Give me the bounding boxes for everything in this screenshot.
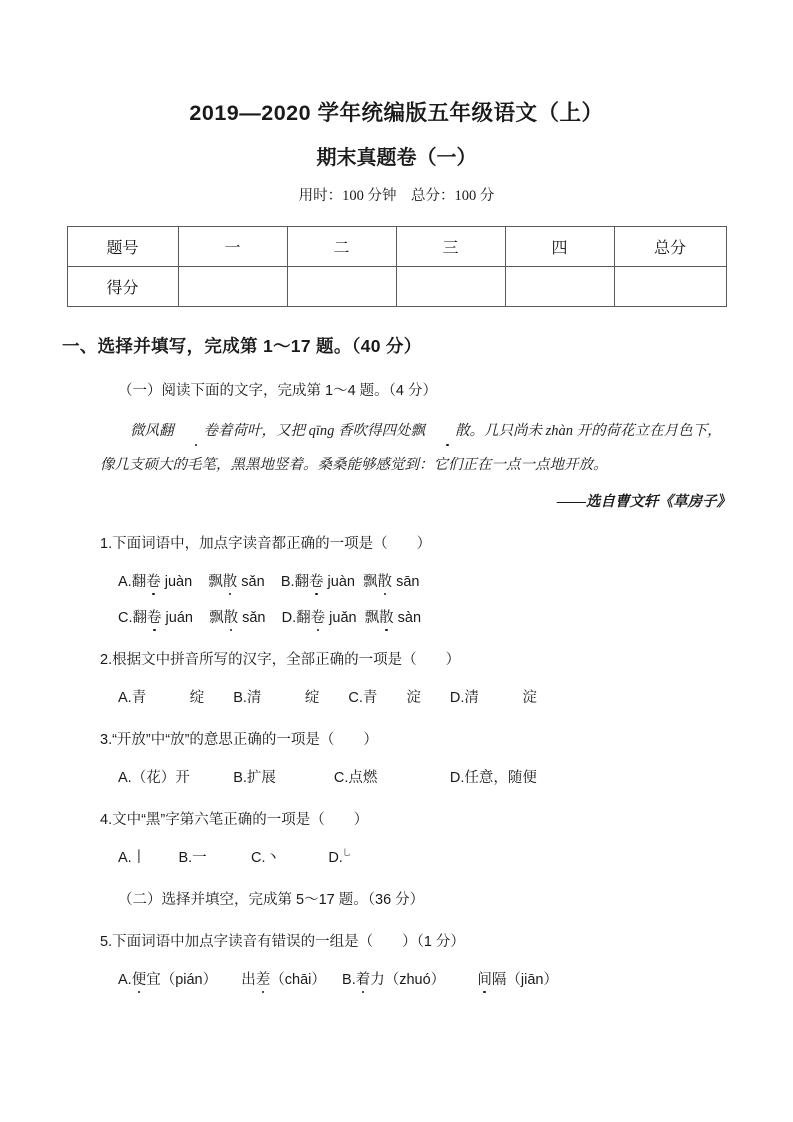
score-table-row-label-question: 题号 <box>67 227 178 267</box>
q1-opt-b-pinyin-1: juàn <box>323 574 355 591</box>
q1-opt-b-word-2: 飘 <box>363 574 378 591</box>
question-2-options[interactable]: A.青 绽 B.清 绽 C.青 淀 D.清 淀 <box>118 690 537 707</box>
q1-opt-c-label[interactable]: C.翻 <box>118 610 147 627</box>
score-table-col-total: 总分 <box>614 227 726 267</box>
question-3-stem: 3.“开放”中“放”的意思正确的一项是（ ） <box>100 732 378 749</box>
score-table-row-label-score: 得分 <box>67 267 178 307</box>
table-row <box>67 227 726 267</box>
q1-opt-b-label[interactable]: B.翻 <box>280 574 310 591</box>
question-5-stem: 5.下面词语中加点字读音有错误的一组是（ ）（1 分） <box>100 934 465 951</box>
subsection-label-two: （二）选择并填空，完成第 5～17 题。（36 分） <box>118 892 425 909</box>
stroke-dot-icon: 丶 <box>265 850 280 867</box>
passage-text-c: 。几只尚未 zhàn 开的荷花立在月色下， <box>469 423 722 440</box>
score-table-col-4: 四 <box>505 227 614 267</box>
q5-opt-b-rest: 力（zhuó） <box>370 972 446 989</box>
page-subtitle: 期末真题卷（一） <box>316 147 477 170</box>
question-3-options[interactable]: A.（花）开 B.扩展 C.点燃 D.任意，随便 <box>118 770 537 787</box>
q4-opt-d-label[interactable]: D. <box>328 850 343 867</box>
question-1-options-line-2 <box>0 591 793 627</box>
q1-opt-d-emphasis-char: 卷 <box>311 606 326 627</box>
q1-opt-a-pinyin-1: juàn <box>160 574 193 591</box>
q5-opt-a-emphasis-char-2: 差 <box>256 968 271 989</box>
question-1-stem: 1.下面词语中，加点字读音都正确的一项是（ ） <box>100 536 432 553</box>
q1-opt-c-emphasis-char-2: 散 <box>224 606 239 627</box>
q5-opt-b-emphasis-char: 着 <box>356 968 371 989</box>
q1-opt-d-pinyin-1: juǎn <box>325 610 357 627</box>
q1-opt-d-word-2: 飘 <box>364 610 380 627</box>
question-4-stem: 4.文中“黑”字第六笔正确的一项是（ ） <box>100 812 369 829</box>
passage-attribution: ——选自曹文轩《草房子》 <box>557 494 731 511</box>
score-cell-2[interactable] <box>287 267 396 307</box>
subsection-label-one: （一）阅读下面的文字，完成第 1～4 题。（4 分） <box>118 383 438 400</box>
q1-opt-d-emphasis-char-2: 散 <box>379 606 394 627</box>
passage-text-a: 微风翻 <box>130 423 174 440</box>
q1-opt-b-emphasis-char-2: 散 <box>378 570 393 591</box>
q5-opt-a-word-2: 出 <box>241 972 256 989</box>
q1-opt-c-emphasis-char: 卷 <box>147 606 162 627</box>
score-table-container <box>0 206 793 307</box>
question-5-options <box>0 951 793 989</box>
q4-opt-a-label[interactable]: A. <box>118 850 132 867</box>
q1-opt-a-emphasis-char-2: 散 <box>223 570 238 591</box>
stroke-horizontal-icon: 一 <box>192 850 207 867</box>
score-cell-1[interactable] <box>178 267 287 307</box>
exam-meta-info: 用时：100 分钟 总分：100 分 <box>298 188 495 205</box>
q1-opt-a-word-2: 飘 <box>208 574 223 591</box>
stroke-hook-icon: 乚 <box>342 848 351 858</box>
stroke-vertical-icon: 丨 <box>131 850 147 867</box>
reading-passage-line-1 <box>0 400 793 442</box>
score-cell-4[interactable] <box>505 267 614 307</box>
emphasis-char-san: 散 <box>425 421 470 442</box>
emphasis-char-juan: 卷 <box>174 421 219 442</box>
score-cell-total[interactable] <box>614 267 726 307</box>
score-table-col-3: 三 <box>396 227 505 267</box>
q1-opt-c-pinyin-2: sǎn <box>238 610 266 627</box>
q5-opt-a-label[interactable]: A. <box>118 972 132 989</box>
section-heading-one: 一、选择并填写，完成第 1～17 题。（40 分） <box>62 336 422 357</box>
q1-opt-d-label[interactable]: D.翻 <box>281 610 311 627</box>
q4-opt-b-label[interactable]: B. <box>178 850 193 867</box>
reading-passage-line-2: 像几支硕大的毛笔，黑黑地竖着。桑桑能够感觉到：它们正在一点一点地开放。 <box>100 457 608 474</box>
score-table <box>67 226 727 307</box>
q1-opt-b-emphasis-char: 卷 <box>309 570 324 591</box>
q1-opt-c-pinyin-1: juán <box>161 610 193 627</box>
score-table-col-1: 一 <box>178 227 287 267</box>
passage-text-b: 着荷叶，又把 qīng 香吹得四处飘 <box>218 423 426 440</box>
question-1-options-line-1 <box>0 553 793 591</box>
q1-opt-b-pinyin-2: sān <box>392 574 420 591</box>
q5-opt-a-rest: 宜（pián） <box>146 972 218 989</box>
q1-opt-a-pinyin-2: sǎn <box>237 574 265 591</box>
question-2-stem: 2.根据文中拼音所写的汉字，全部正确的一项是（ ） <box>100 652 461 669</box>
page-title: 2019—2020 学年统编版五年级语文（上） <box>189 101 604 125</box>
q5-opt-b-label[interactable]: B. <box>342 972 356 989</box>
question-4-options <box>0 829 793 867</box>
q5-opt-a-rest-2: （chāi） <box>270 972 326 989</box>
q5-opt-a-emphasis-char: 便 <box>132 968 147 989</box>
table-row <box>67 267 726 307</box>
score-cell-3[interactable] <box>396 267 505 307</box>
score-table-col-2: 二 <box>287 227 396 267</box>
q1-opt-d-pinyin-2: sàn <box>393 610 422 627</box>
q1-opt-a-label[interactable]: A.翻 <box>118 574 147 591</box>
q1-opt-c-word-2: 飘 <box>209 610 224 627</box>
q4-opt-c-label[interactable]: C. <box>250 850 266 867</box>
q1-opt-a-emphasis-char: 卷 <box>146 570 161 591</box>
q5-opt-b-emphasis-char-2: 间 <box>477 968 492 989</box>
q5-opt-b-rest-2: 隔（jiān） <box>491 972 558 989</box>
